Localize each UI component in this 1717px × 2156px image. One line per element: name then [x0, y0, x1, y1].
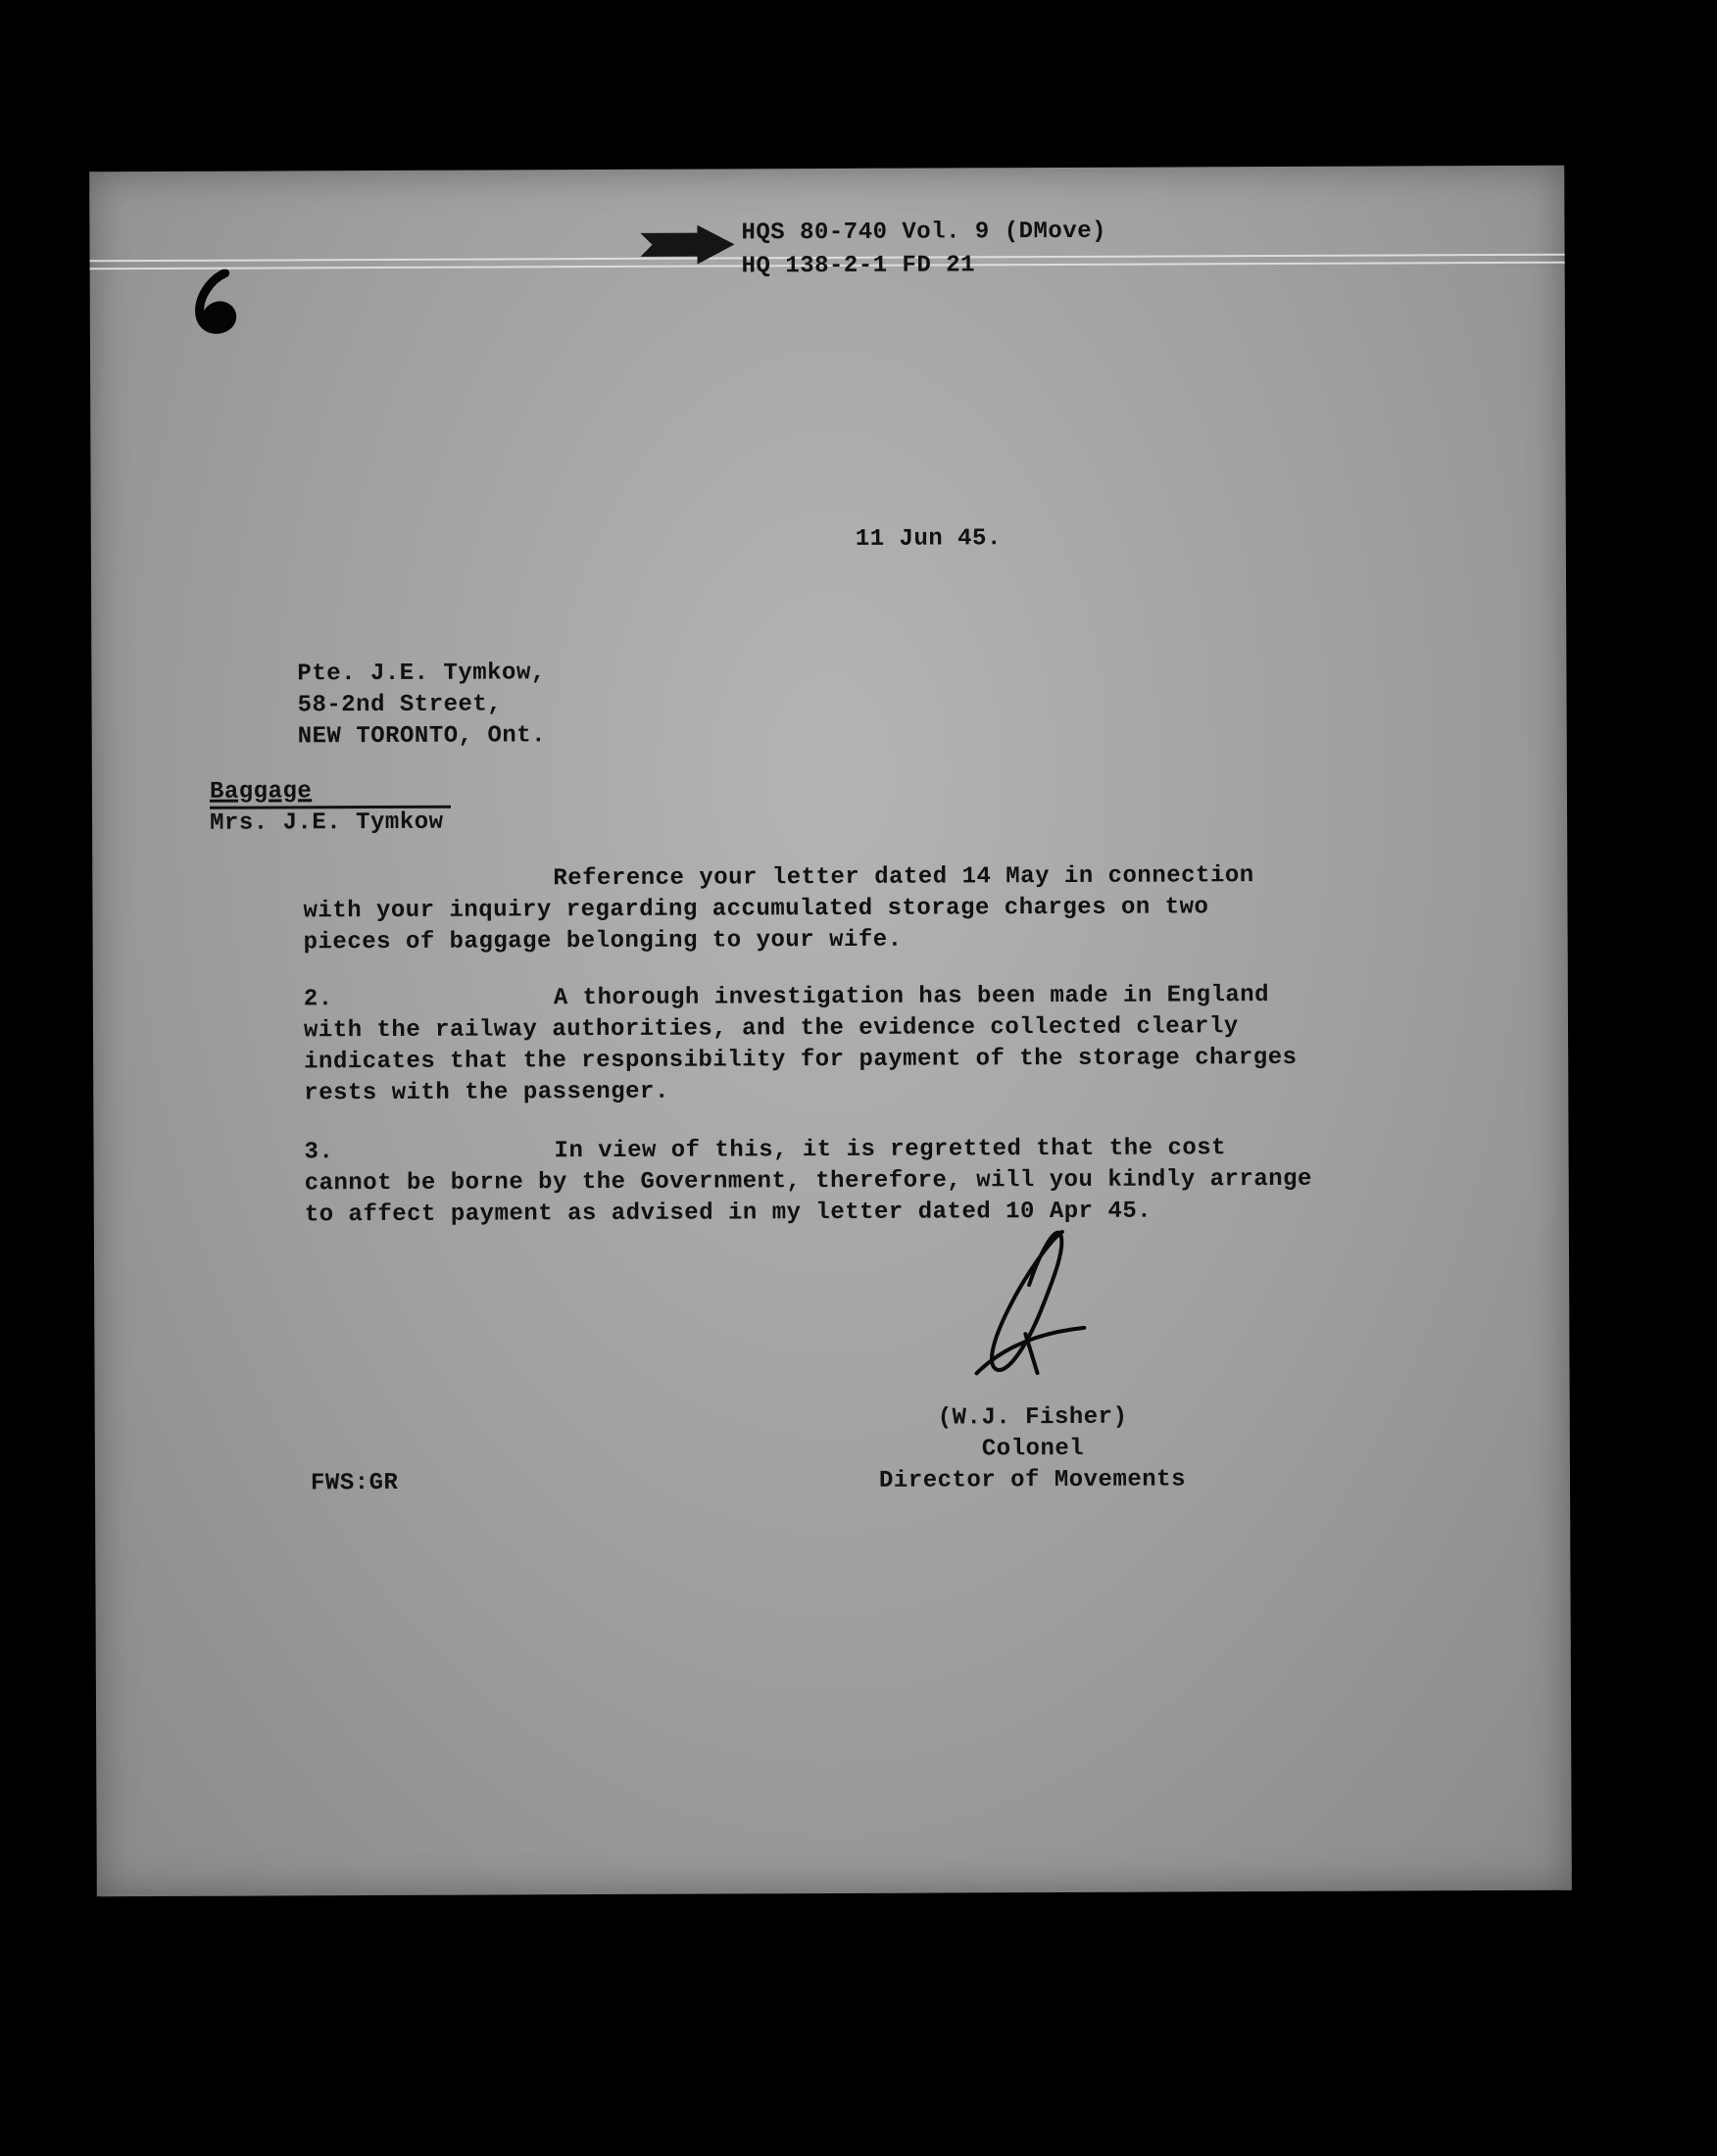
signatory-title: Director of Movements	[878, 1466, 1187, 1494]
recipient-street: 58-2nd Street,	[297, 691, 503, 719]
para3-line3: to affect payment as advised in my letter dated 10 Apr 45.	[304, 1198, 1153, 1229]
para2-number: 2.	[303, 986, 333, 1013]
para1-line2: with your inquiry regarding accumulated storage charges on two	[303, 894, 1209, 925]
signatory-rank: Colonel	[981, 1435, 1085, 1463]
para2-line3: indicates that the responsibility for payment of the storage charges	[304, 1044, 1298, 1076]
typist-initials: FWS:GR	[310, 1469, 399, 1497]
para1-line1: Reference your letter dated 14 May in connection	[553, 862, 1254, 893]
subject-line2: Mrs. J.E. Tymkow	[210, 808, 444, 837]
recipient-name: Pte. J.E. Tymkow,	[297, 660, 546, 688]
para2-line2: with the railway authorities, and the evidence collected clearly	[303, 1013, 1239, 1045]
para1-line3: pieces of baggage belonging to your wife.	[303, 926, 903, 956]
letter-page	[89, 166, 1572, 1897]
para2-line1: A thorough investigation has been made in England	[553, 982, 1270, 1012]
para3-line1: In view of this, it is regretted that the cost	[554, 1135, 1227, 1165]
para3-line2: cannot be borne by the Government, therefore, will you kindly arrange	[304, 1165, 1312, 1198]
recipient-city: NEW TORONTO, Ont.	[297, 722, 547, 751]
para3-number: 3.	[304, 1139, 334, 1166]
file-reference-line1: HQS 80-740 Vol. 9 (DMove)	[741, 218, 1107, 247]
para2-line4: rests with the passenger.	[304, 1078, 669, 1107]
letter-date: 11 Jun 45.	[855, 525, 1002, 553]
handwritten-6-icon	[188, 270, 247, 348]
signatory-name: (W.J. Fisher)	[937, 1403, 1128, 1432]
file-reference-line2: HQ 138-2-1 FD 21	[741, 252, 976, 280]
subject-heading: Baggage	[209, 778, 313, 806]
arrow-pointer-icon	[638, 224, 736, 264]
handwritten-signature-icon	[957, 1226, 1104, 1384]
